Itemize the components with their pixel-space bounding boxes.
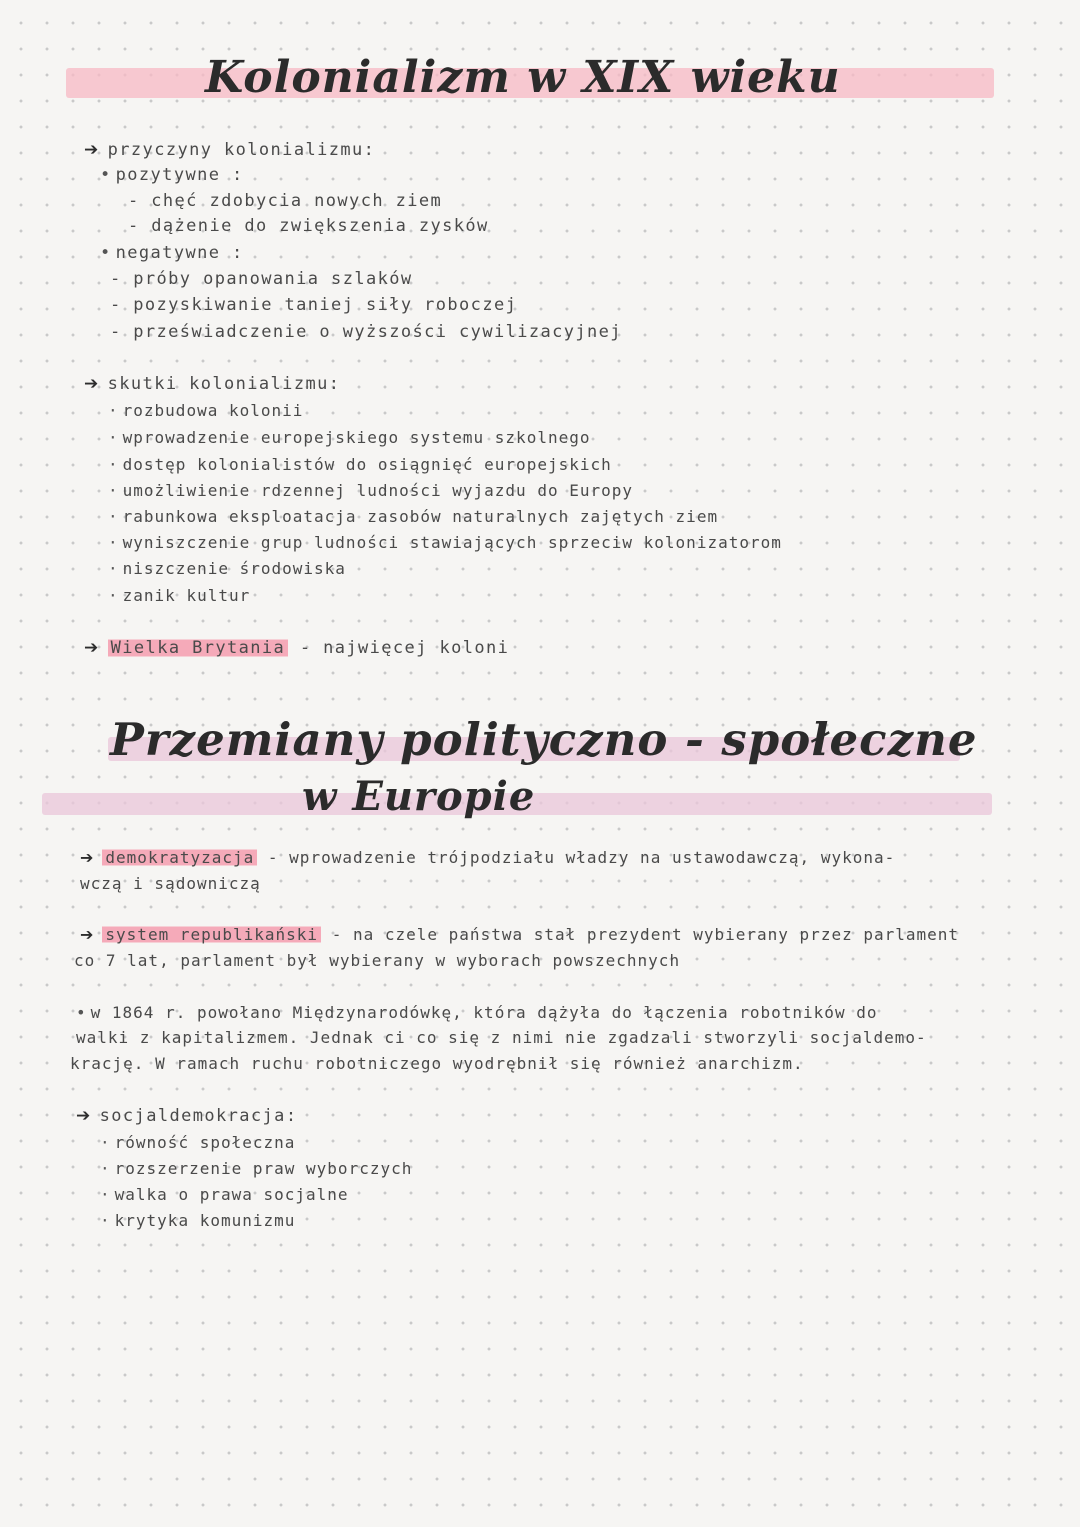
section1-title: Kolonializm w XIX wieku — [205, 52, 841, 103]
republic-text-cont: co 7 lat, parlament był wybierany w wyborach powszechnych — [74, 951, 681, 970]
effect-text: wyniszczenie grup ludności stawiających sprzeciw kolonizatorom — [122, 533, 782, 552]
britain-row — [84, 636, 509, 660]
bullet-icon: · — [108, 455, 119, 474]
britain-text: - najwięcej koloni — [299, 638, 510, 658]
international-text: w 1864 r. powołano Międzynarodówkę, która dążyła do łączenia robotników do — [90, 1003, 878, 1022]
list-item — [100, 1183, 349, 1207]
socdem-heading-row — [76, 1104, 297, 1128]
section2-title-line2: w Europie — [302, 773, 536, 820]
republic-row — [80, 923, 959, 947]
international-row — [76, 1001, 877, 1025]
negative-label-row — [100, 241, 244, 265]
effect-text: umożliwienie rdzennej ludności wyjazdu do Europy — [122, 481, 634, 500]
list-item — [108, 557, 346, 581]
bullet-icon: · — [108, 428, 119, 447]
list-item: - dążenie do zwiększenia zysków — [128, 216, 489, 236]
bullet-icon: · — [108, 401, 119, 420]
international-text-cont: krację. W ramach ruchu robotniczego wyodrębnił się również anarchizm. — [70, 1054, 804, 1073]
effect-text: wprowadzenie europejskiego systemu szkolnego — [122, 428, 591, 447]
causes-heading: przyczyny kolonializmu: — [107, 140, 376, 160]
effect-text: dostęp kolonialistów do osiągnięć europejskich — [122, 455, 612, 474]
list-item: - chęć zdobycia nowych ziem — [128, 191, 443, 211]
effect-text: zanik kultur — [122, 586, 251, 605]
britain-highlight: Wielka Brytania — [108, 638, 289, 658]
bullet-icon: · — [108, 507, 119, 526]
list-item — [100, 1209, 295, 1233]
causes-heading-row — [84, 138, 375, 162]
bullet-icon: · — [108, 481, 119, 500]
socdem-text: równość społeczna — [114, 1133, 296, 1152]
list-item — [100, 1157, 412, 1181]
effect-text: rozbudowa kolonii — [122, 401, 304, 420]
list-item — [108, 584, 250, 608]
list-item — [108, 399, 303, 423]
negative-label: negatywne : — [115, 243, 244, 263]
international-text-cont: walki z kapitalizmem. Jednak ci co się z nimi nie zgadzali stworzyli socjaldemo- — [76, 1028, 927, 1047]
list-item — [108, 505, 718, 529]
democratization-text: - wprowadzenie trójpodziału władzy na ustawodawczą, wykona- — [267, 848, 896, 867]
bullet-icon: · — [100, 1159, 111, 1178]
democratization-term: demokratyzacja — [102, 848, 257, 867]
arrow-icon: ➔ — [80, 925, 95, 944]
republic-text: - na czele państwa stał prezydent wybierany przez parlament — [331, 925, 960, 944]
positive-label: pozytywne : — [115, 165, 244, 185]
effect-text: rabunkowa eksploatacja zasobów naturalnych zajętych ziem — [122, 507, 719, 526]
bullet-icon: · — [100, 1211, 111, 1230]
list-item — [108, 453, 612, 477]
democratization-text-cont: wczą i sądowniczą — [80, 874, 261, 893]
list-item — [108, 426, 590, 450]
republic-term: system republikański — [102, 925, 321, 944]
arrow-icon: ➔ — [84, 140, 100, 160]
bullet-icon: · — [108, 559, 119, 578]
bullet-icon: · — [100, 1133, 111, 1152]
list-item: - próby opanowania szlaków — [110, 269, 413, 289]
bullet-icon: • — [76, 1003, 87, 1022]
bullet-icon: · — [108, 533, 119, 552]
effect-text: niszczenie środowiska — [122, 559, 346, 578]
arrow-icon: ➔ — [80, 848, 95, 867]
bullet-icon: • — [100, 165, 112, 185]
effects-heading: skutki kolonializmu: — [107, 374, 341, 394]
bullet-icon: · — [100, 1185, 111, 1204]
arrow-icon: ➔ — [76, 1106, 92, 1126]
bullet-icon: • — [100, 243, 112, 263]
list-item — [108, 479, 633, 503]
effects-heading-row — [84, 372, 340, 396]
arrow-icon: ➔ — [84, 638, 100, 658]
section2-title-line1: Przemiany polityczno - społeczne — [110, 713, 978, 766]
list-item: - przeświadczenie o wyższości cywilizacyjnej — [110, 322, 622, 342]
list-item — [100, 1131, 295, 1155]
socdem-text: krytyka komunizmu — [114, 1211, 296, 1230]
bullet-icon: · — [108, 586, 119, 605]
democratization-row — [80, 846, 895, 870]
socdem-text: walka o prawa socjalne — [114, 1185, 349, 1204]
positive-label-row — [100, 163, 244, 187]
list-item: - pozyskiwanie taniej siły roboczej — [110, 295, 518, 315]
list-item — [108, 531, 782, 555]
socdem-heading: socjaldemokracja: — [99, 1106, 298, 1126]
arrow-icon: ➔ — [84, 374, 100, 394]
socdem-text: rozszerzenie praw wyborczych — [114, 1159, 413, 1178]
